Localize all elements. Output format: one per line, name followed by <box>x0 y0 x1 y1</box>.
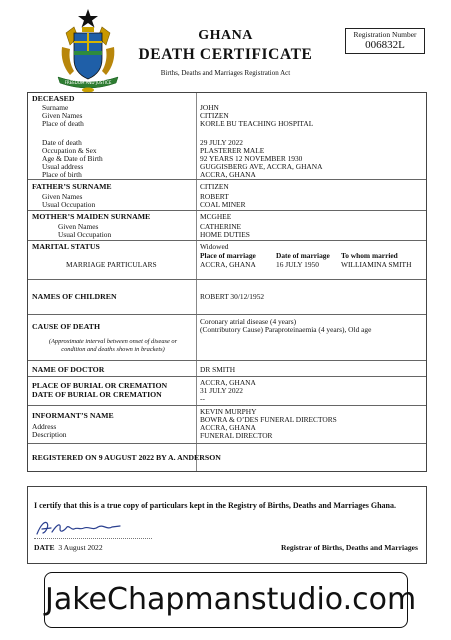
father-given-names-value: ROBERT <box>200 192 229 201</box>
mother-given-names-label: Given Names <box>58 222 99 231</box>
marital-heading: MARITAL STATUS <box>32 242 100 251</box>
father-occupation-label: Usual Occupation <box>42 200 96 209</box>
cause-heading: CAUSE OF DEATH <box>32 322 101 331</box>
occupation-sex-label: Occupation & Sex <box>42 146 97 155</box>
age-dob-value: 92 YEARS 12 NOVEMBER 1930 <box>200 154 303 163</box>
registration-label: Registration Number <box>353 30 417 39</box>
mother-given-names-value: CATHERINE <box>200 222 242 231</box>
mother-heading: MOTHER’S MAIDEN SURNAME <box>32 212 151 221</box>
coat-of-arms-motto: FREEDOM AND JUSTICE <box>64 80 112 85</box>
mother-occupation-label: Usual Occupation <box>58 230 112 239</box>
informant-description-label: Description <box>32 430 67 439</box>
father-heading: FATHER’S SURNAME <box>32 182 112 191</box>
cause-note: (Approximate interval between onset of disease or condition and deaths shown in brackets) <box>48 338 178 353</box>
married-to-header: To whom married <box>341 251 398 260</box>
informant-heading: INFORMANT’S NAME <box>32 411 114 420</box>
burial-extra-value: -- <box>200 394 205 403</box>
informant-organization-value: BOWRA & O’DES FUNERAL DIRECTORS <box>200 415 337 424</box>
document-title: DEATH CERTIFICATE <box>138 46 313 63</box>
cause-line-1: Coronary atrial disease (4 years) <box>200 317 297 326</box>
certificate-table <box>27 92 427 472</box>
registrar-signature <box>34 518 144 538</box>
usual-address-label: Usual address <box>42 162 84 171</box>
date-of-death-label: Date of death <box>42 138 82 147</box>
registration-number: 006832L <box>365 39 405 51</box>
deceased-heading: DECEASED <box>32 94 75 103</box>
age-dob-label: Age & Date of Birth <box>42 154 103 163</box>
burial-date-heading: DATE OF BURIAL OR CREMATION <box>32 390 162 399</box>
occupation-sex-value: PLASTERER MALE <box>200 146 265 155</box>
marriage-date-header: Date of marriage <box>276 251 330 260</box>
surname-label: Surname <box>42 103 69 112</box>
father-given-names-label: Given Names <box>42 192 83 201</box>
given-names-value: CITIZEN <box>200 111 229 120</box>
certification-statement: I certify that this is a true copy of particulars kept in the Registry of Births, Deaths and Marriages Ghana. <box>34 501 396 510</box>
act-subtitle: Births, Deaths and Marriages Registration Act <box>160 69 291 77</box>
signature-line <box>34 538 152 539</box>
registered-line: REGISTERED ON 9 AUGUST 2022 BY A. ANDERSON <box>32 453 221 462</box>
certification-box <box>27 486 427 564</box>
given-names-label: Given Names <box>42 111 83 120</box>
certification-date <box>34 543 103 552</box>
informant-name-value: KEVIN MURPHY <box>200 407 257 416</box>
registration-box <box>345 28 425 54</box>
surname-value: JOHN <box>200 103 219 112</box>
burial-place-heading: PLACE OF BURIAL OR CREMATION <box>32 381 168 390</box>
marriage-particulars-label: MARRIAGE PARTICULARS <box>66 260 157 269</box>
mother-occupation-value: HOME DUTIES <box>200 230 250 239</box>
marital-status-value: Widowed <box>200 242 229 251</box>
informant-address-label: Address <box>32 422 57 431</box>
country-title: GHANA <box>198 28 253 43</box>
place-of-birth-value: ACCRA, GHANA <box>200 170 256 179</box>
marriage-date-value: 16 JULY 1950 <box>276 260 319 269</box>
informant-description-value: FUNERAL DIRECTOR <box>200 431 273 440</box>
doctor-value: DR SMITH <box>200 365 236 374</box>
children-value: ROBERT 30/12/1952 <box>200 292 265 301</box>
burial-date-value: 31 JULY 2022 <box>200 386 243 395</box>
place-of-death-value: KORLE BU TEACHING HOSPITAL <box>200 119 314 128</box>
father-occupation-value: COAL MINER <box>200 200 246 209</box>
place-of-death-label: Place of death <box>42 119 84 128</box>
burial-place-value: ACCRA, GHANA <box>200 378 256 387</box>
cause-line-2: (Contributory Cause) Paraproteinaemia (4 years), Old age <box>200 325 372 334</box>
marriage-place-value: ACCRA, GHANA <box>200 260 256 269</box>
marriage-place-header: Place of marriage <box>200 251 256 260</box>
usual-address-value: GUGGISBERG AVE, ACCRA, GHANA <box>200 162 323 171</box>
doctor-heading: NAME OF DOCTOR <box>32 365 105 374</box>
column-divider <box>196 93 197 471</box>
date-value: 3 August 2022 <box>58 543 103 552</box>
registrar-title: Registrar of Births, Deaths and Marriages <box>281 543 418 552</box>
mother-surname-value: MCGHEE <box>200 212 232 221</box>
married-to-value: WILLIAMINA SMITH <box>341 260 412 269</box>
date-of-death-value: 29 JULY 2022 <box>200 138 243 147</box>
father-surname-value: CITIZEN <box>200 182 229 191</box>
date-label: DATE <box>34 543 55 552</box>
informant-address-value: ACCRA, GHANA <box>200 423 256 432</box>
watermark-banner: JakeChapmanstudio.com <box>44 572 408 628</box>
place-of-birth-label: Place of birth <box>42 170 82 179</box>
children-heading: NAMES OF CHILDREN <box>32 292 117 301</box>
